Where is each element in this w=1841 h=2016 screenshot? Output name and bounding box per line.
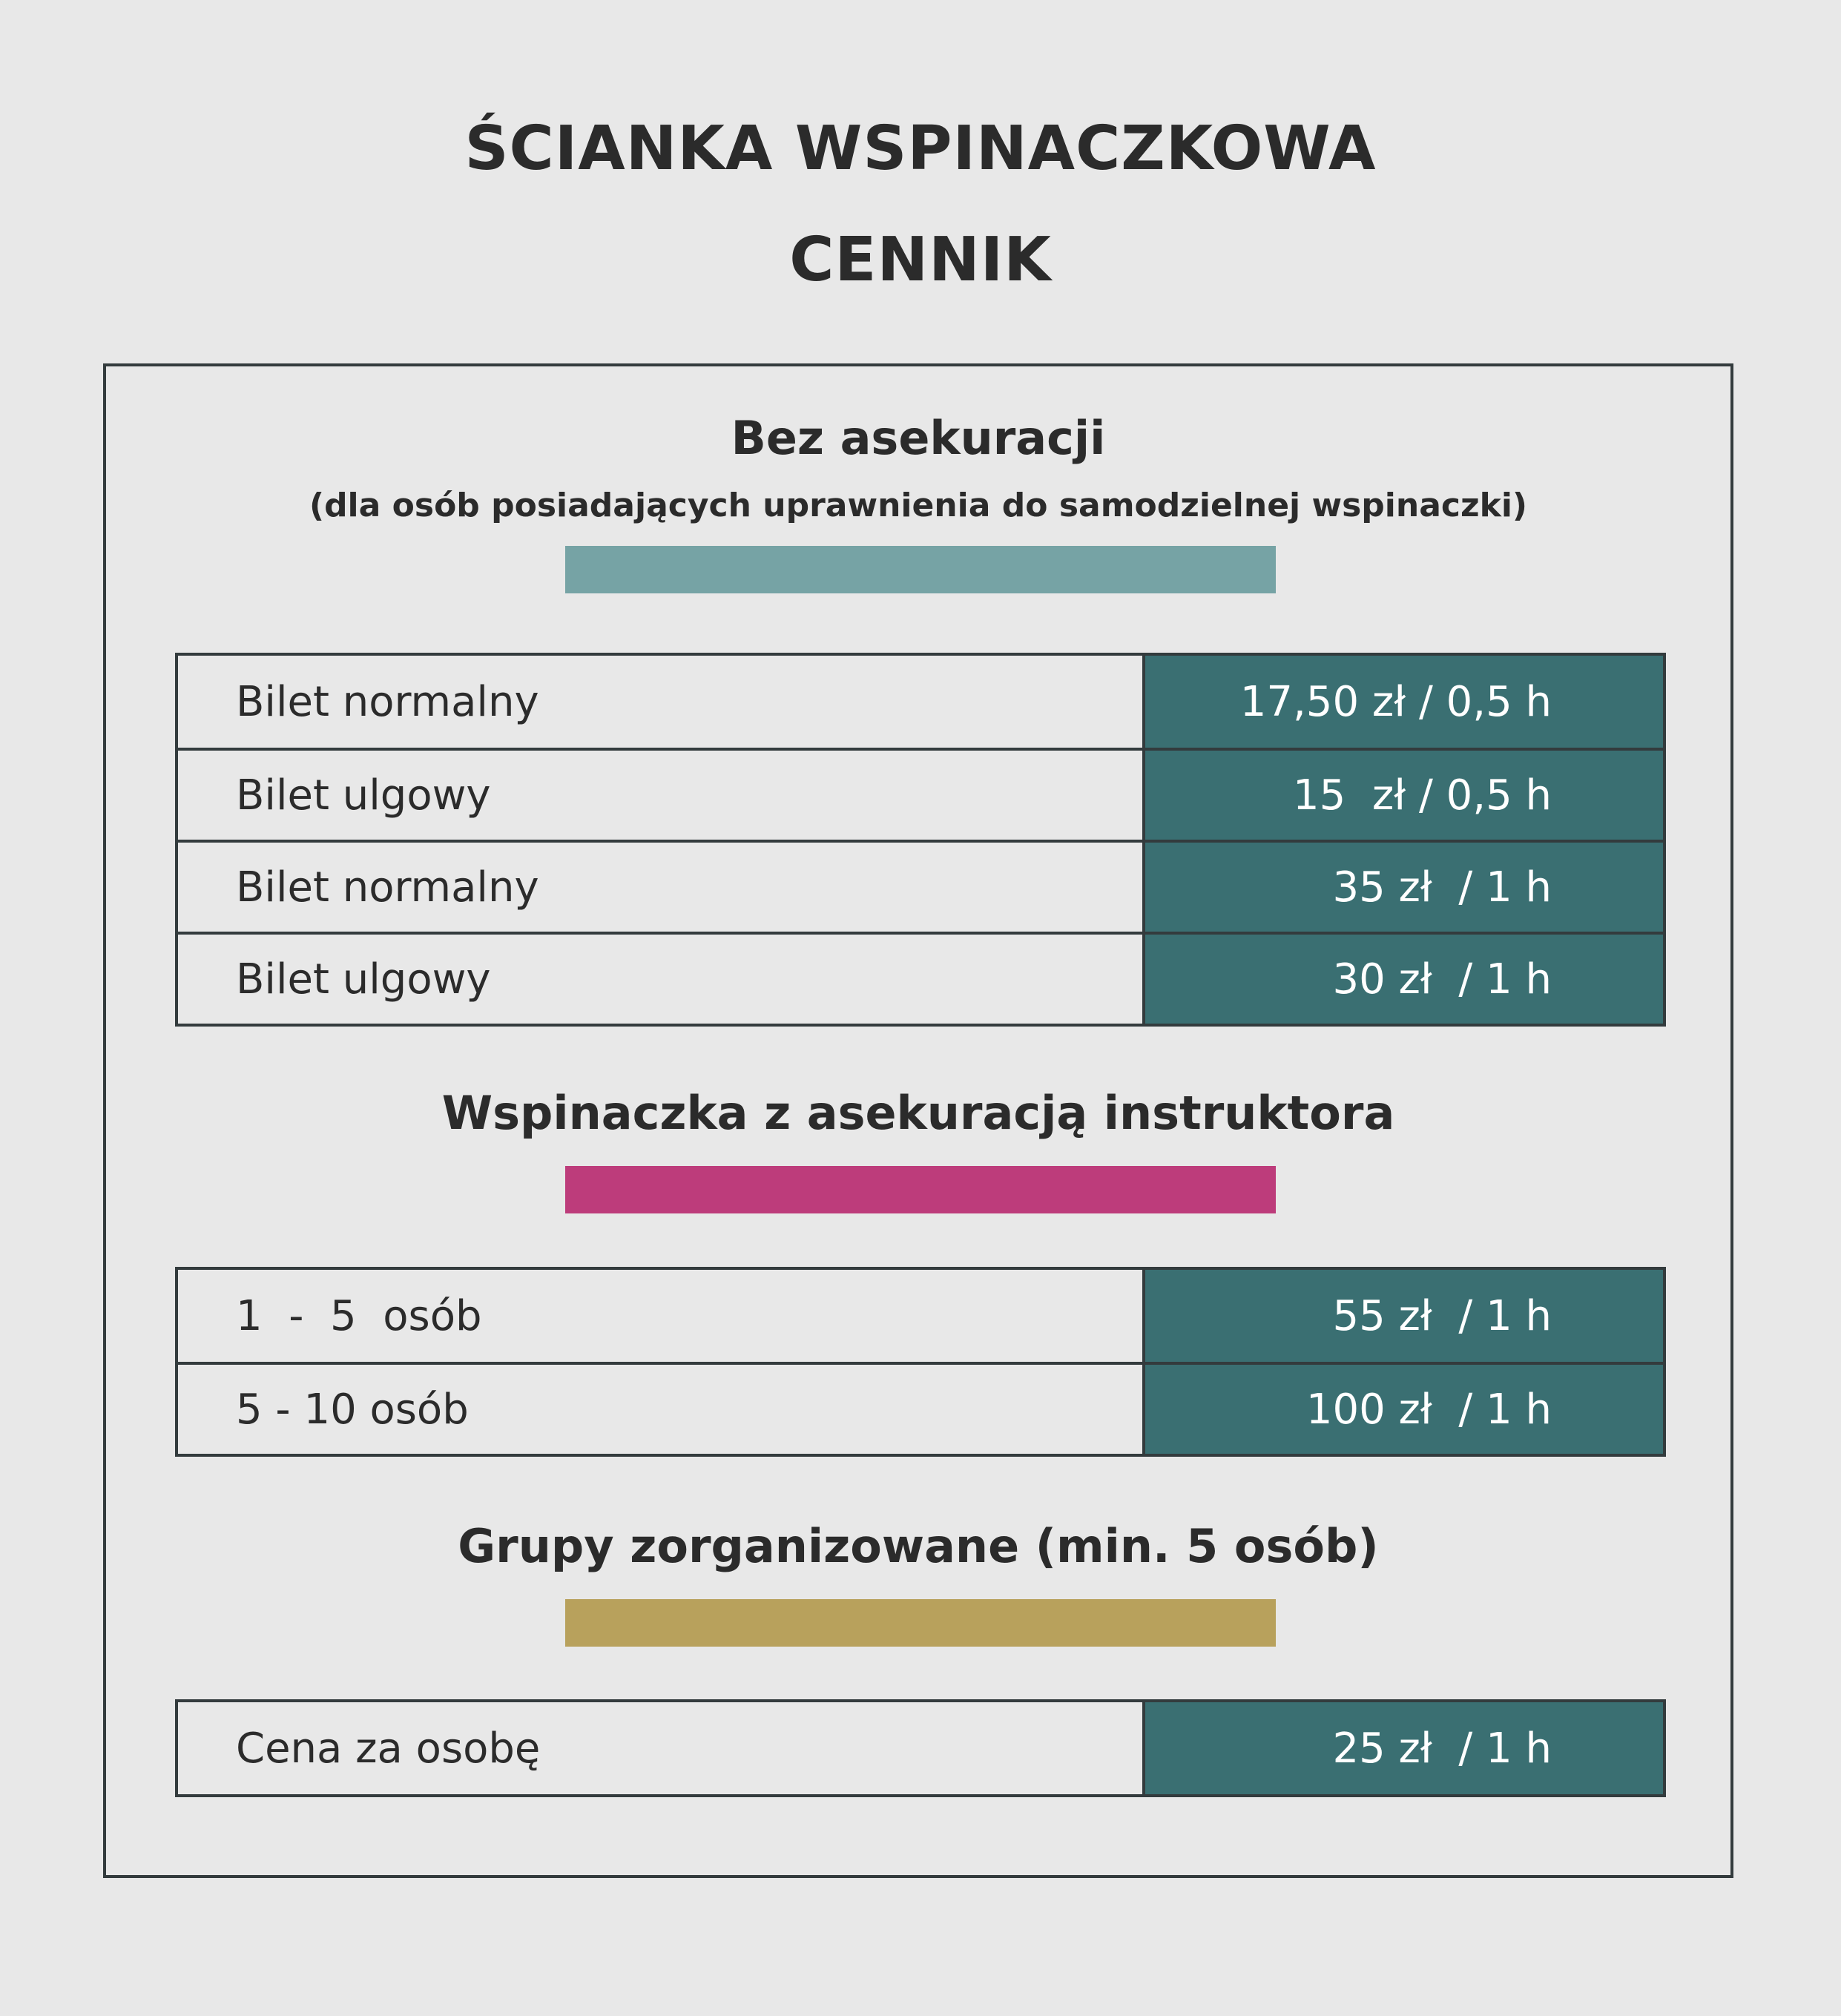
table-row [178,1270,1663,1362]
table-row [178,840,1663,932]
table-row [178,932,1663,1024]
section-heading-groups: Grupy zorganizowane (min. 5 osób) [458,1519,1379,1573]
row-label: Bilet ulgowy [178,935,1145,1024]
row-price: 55 zł / 1 h [1145,1270,1663,1362]
row-label: Bilet normalny [178,656,1145,748]
table-row [178,656,1663,748]
row-price: 25 zł / 1 h [1145,1702,1663,1794]
row-label: 5 - 10 osób [178,1365,1145,1454]
row-price: 35 zł / 1 h [1145,843,1663,932]
accent-bar-groups [565,1599,1276,1647]
row-price: 100 zł / 1 h [1145,1365,1663,1454]
price-table-groups [175,1699,1666,1797]
section-heading-no-belay: Bez asekuracji [731,411,1106,465]
page-title-line-1: ŚCIANKA WSPINACZKOWA [464,113,1377,184]
row-label: Bilet normalny [178,843,1145,932]
row-price: 17,50 zł / 0,5 h [1145,656,1663,748]
row-label: Cena za osobę [178,1702,1145,1794]
table-row [178,1702,1663,1794]
row-label: Bilet ulgowy [178,751,1145,840]
page-title-line-2: CENNIK [789,225,1052,295]
accent-bar-instructor [565,1166,1276,1213]
table-row [178,748,1663,840]
row-price: 30 zł / 1 h [1145,935,1663,1024]
price-table-instructor [175,1267,1666,1457]
section-subheading-no-belay: (dla osób posiadających uprawnienia do samodzielnej wspinaczki) [309,487,1528,524]
row-price: 15 zł / 0,5 h [1145,751,1663,840]
accent-bar-no-belay [565,546,1276,593]
row-label: 1 - 5 osób [178,1270,1145,1362]
section-heading-instructor: Wspinaczka z asekuracją instruktora [441,1086,1395,1140]
price-table-no-belay [175,653,1666,1027]
table-row [178,1362,1663,1454]
